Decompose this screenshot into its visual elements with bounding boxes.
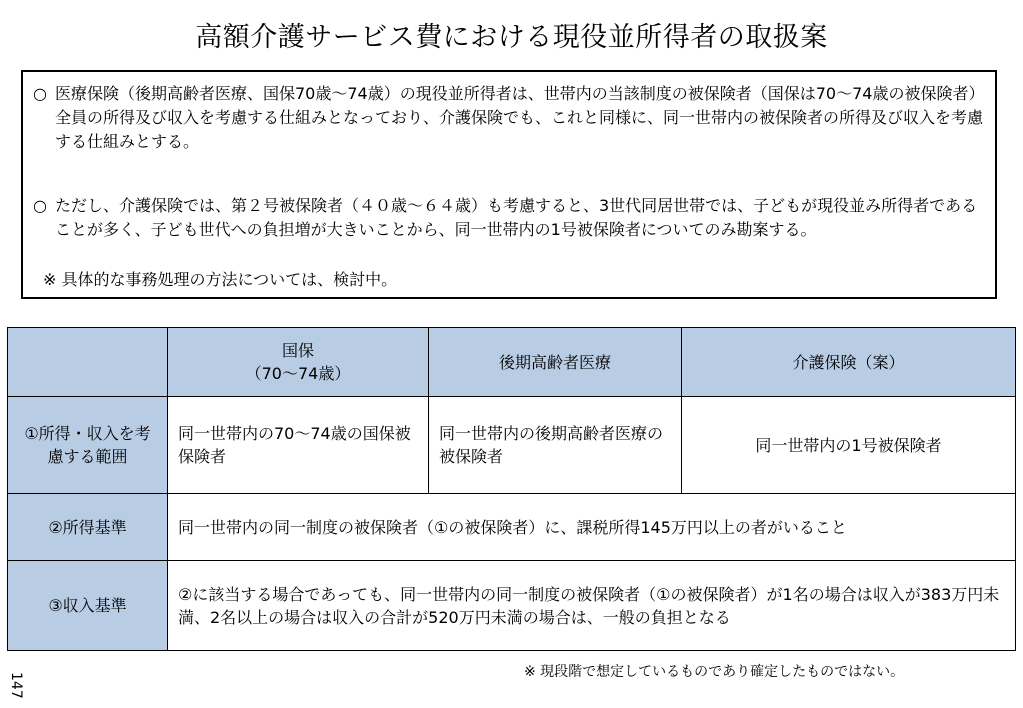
table-row <box>8 397 1016 494</box>
header-kouki: 後期高齢者医療 <box>429 328 682 397</box>
bullet-circle-2: ○ <box>33 196 47 215</box>
summary-box <box>21 70 997 299</box>
page-number: 147 <box>8 672 24 699</box>
header-kokuho <box>168 328 429 397</box>
header-corner <box>8 328 168 397</box>
table-row <box>8 494 1016 561</box>
cell-revenue-criteria: ②に該当する場合であっても、同一世帯内の同一制度の被保険者（①の被保険者）が1名の場合は収入が383万円未満、2名以上の場合は収入の合計が520万円未満の場合は、一般の負担となる <box>168 561 1016 651</box>
table-header-row <box>8 328 1016 397</box>
header-kaigo: 介護保険（案） <box>682 328 1016 397</box>
cell-scope-kaigo: 同一世帯内の1号被保険者 <box>682 397 1016 494</box>
page-title: 高額介護サービス費における現役並所得者の取扱案 <box>195 22 828 53</box>
table-row <box>8 561 1016 651</box>
summary-paragraph-1-text: 医療保険（後期高齢者医療、国保70歳～74歳）の現役並所得者は、世帯内の当該制度の被保険者（国保は70～74歳の被保険者）全員の所得及び収入を考慮する仕組みとなっており、介護保険でも、これと同様に、同一世帯内の被保険者の所得及び収入を考慮する仕組みとする。 <box>55 84 985 151</box>
row-label-scope: ①所得・収入を考慮する範囲 <box>8 397 168 494</box>
row-label-revenue: ③収入基準 <box>8 561 168 651</box>
header-kokuho-line1: 国保 <box>281 341 314 360</box>
cell-scope-kouki: 同一世帯内の後期高齢者医療の被保険者 <box>429 397 682 494</box>
summary-paragraph-2-text: ただし、介護保険では、第２号被保険者（４０歳～６４歳）も考慮すると、3世代同居世帯では、子どもが現役並み所得者であることが多く、子ども世代への負担増が大きいことから、同一世帯内の1号被保険者についてのみ勘案する。 <box>55 196 978 239</box>
summary-note: ※ 具体的な事務処理の方法については、検討中。 <box>43 270 398 289</box>
footer-note: ※ 現段階で想定しているものであり確定したものではない。 <box>524 664 905 680</box>
bullet-circle-1: ○ <box>33 84 47 103</box>
row-label-income: ②所得基準 <box>8 494 168 561</box>
cell-income-criteria: 同一世帯内の同一制度の被保険者（①の被保険者）に、課税所得145万円以上の者がいること <box>168 494 1016 561</box>
criteria-table <box>7 327 1016 651</box>
header-kokuho-line2: （70～74歳） <box>245 364 351 383</box>
summary-paragraph-1 <box>33 82 991 154</box>
summary-paragraph-2 <box>33 194 991 242</box>
cell-scope-kokuho: 同一世帯内の70～74歳の国保被保険者 <box>168 397 429 494</box>
